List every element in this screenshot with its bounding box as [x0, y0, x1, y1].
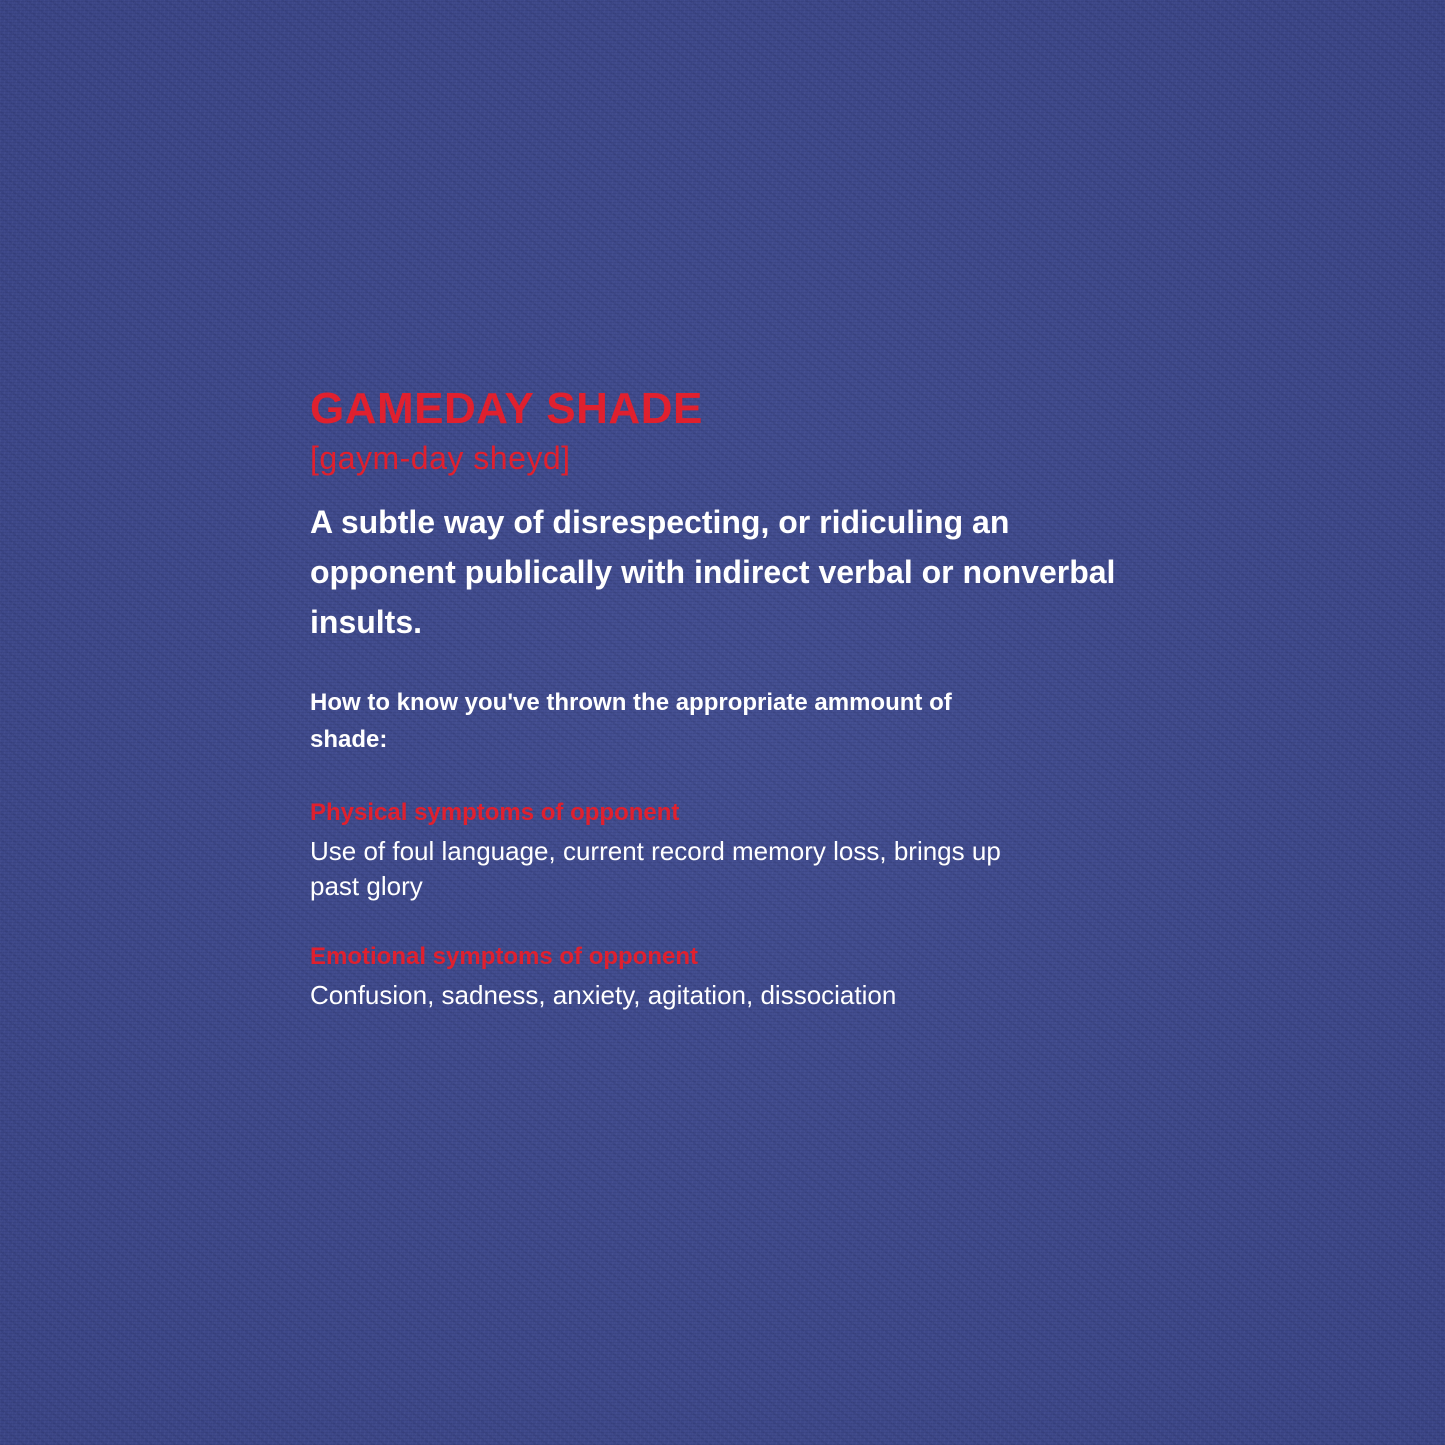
emotional-symptoms [310, 942, 1170, 1013]
term-title: GAMEDAY SHADE [310, 384, 703, 433]
pronunciation: [gaym-day sheyd] [310, 440, 571, 476]
definition-text: A subtle way of disrespecting, or ridiculing an opponent publically with indirect verbal or nonverbal insults. [310, 504, 1116, 640]
physical-symptoms [310, 798, 1170, 904]
lead-text: How to know you've thrown the appropriate ammount of shade: [310, 689, 952, 753]
definition-design [310, 384, 1170, 1013]
symptom-text: Use of foul language, current record memory loss, brings up past glory [310, 836, 1001, 901]
symptom-heading: Physical symptoms of opponent [310, 799, 680, 826]
symptom-text: Confusion, sadness, anxiety, agitation, dissociation [310, 980, 897, 1010]
symptom-heading: Emotional symptoms of opponent [310, 943, 698, 970]
